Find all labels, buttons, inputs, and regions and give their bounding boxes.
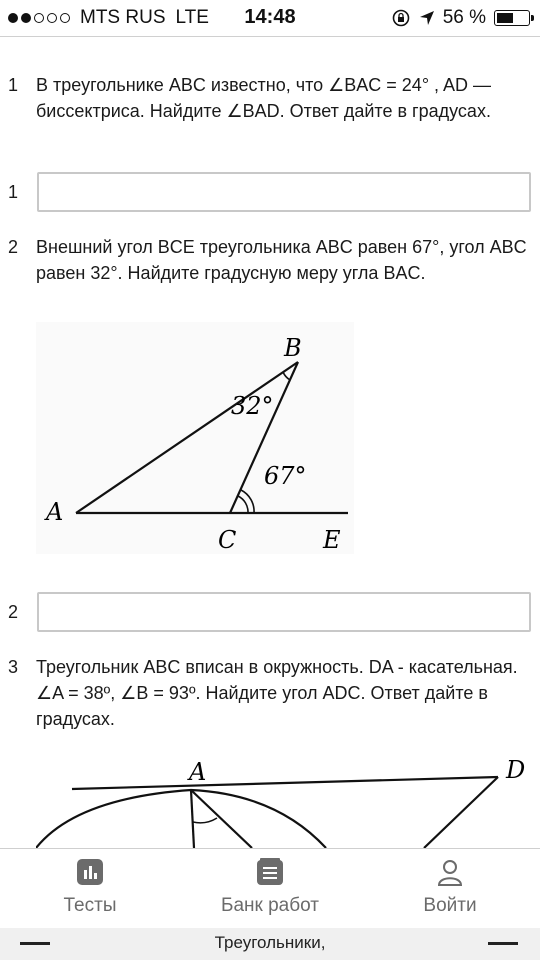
status-bar xyxy=(0,0,540,36)
question-number: 2 xyxy=(8,237,19,257)
tab-bar xyxy=(0,848,540,929)
orientation-lock-icon xyxy=(391,8,411,28)
browser-bar xyxy=(0,928,540,960)
angle-b-label: 32° xyxy=(231,392,274,420)
label-a: A xyxy=(189,758,207,786)
question-number: 3 xyxy=(8,657,19,677)
calculator-icon xyxy=(256,858,284,886)
answer-number: 1 xyxy=(8,182,19,202)
page-title-bar[interactable]: Треугольники, xyxy=(214,933,326,952)
answer-input-1[interactable] xyxy=(37,172,531,212)
tab-label: Войти xyxy=(423,895,477,916)
tab-label: Тесты xyxy=(63,895,117,916)
battery-percent: 56 % xyxy=(442,7,486,28)
circle-tangent-figure xyxy=(36,746,536,848)
test-content[interactable] xyxy=(0,36,540,848)
question-text: Треугольник ABC вписан в окружность. DA - касательная. ∠A = 38º, ∠B = 93º. Найдите угол ADC. Ответ дайте в градусах. xyxy=(36,657,518,729)
line-dc xyxy=(424,777,498,848)
answer-row-1 xyxy=(0,172,540,216)
answer-number: 2 xyxy=(8,602,19,622)
minus-icon[interactable] xyxy=(488,942,518,945)
triangle-figure xyxy=(36,322,354,554)
divider xyxy=(0,36,540,37)
question-text: В треугольнике ABC известно, что ∠BAC = 24° , AD — биссектриса. Найдите ∠BAD. Ответ дайте в градусах. xyxy=(36,75,492,121)
chart-icon xyxy=(76,858,104,886)
tab-tests[interactable] xyxy=(0,849,180,929)
answer-input-2[interactable] xyxy=(37,592,531,632)
chord-a-1 xyxy=(191,790,194,848)
tangent-line-ad xyxy=(72,777,498,789)
angle-c-label: 67° xyxy=(264,462,307,490)
circle-arc xyxy=(36,790,326,848)
label-e: E xyxy=(323,526,341,554)
label-b: B xyxy=(284,334,302,362)
tab-work-bank[interactable] xyxy=(180,849,360,929)
tab-label: Банк работ xyxy=(221,895,319,916)
status-time: 14:48 xyxy=(244,6,296,28)
status-right xyxy=(391,7,530,29)
label-a: A xyxy=(46,498,64,526)
angle-a-arc xyxy=(193,818,217,823)
network-type: LTE xyxy=(175,7,209,28)
question-text: Внешний угол BCE треугольника ABC равен 67°, угол ABC равен 32°. Найдите градусную меру угла BAC. xyxy=(36,237,527,283)
carrier-name: MTS RUS xyxy=(80,7,166,28)
location-icon xyxy=(419,10,435,26)
label-c: C xyxy=(218,526,237,554)
battery-icon xyxy=(494,10,530,26)
label-d: D xyxy=(506,756,526,784)
tab-login[interactable] xyxy=(360,849,540,929)
user-icon xyxy=(436,858,464,886)
answer-row-2 xyxy=(0,592,540,636)
question-number: 1 xyxy=(8,75,19,95)
